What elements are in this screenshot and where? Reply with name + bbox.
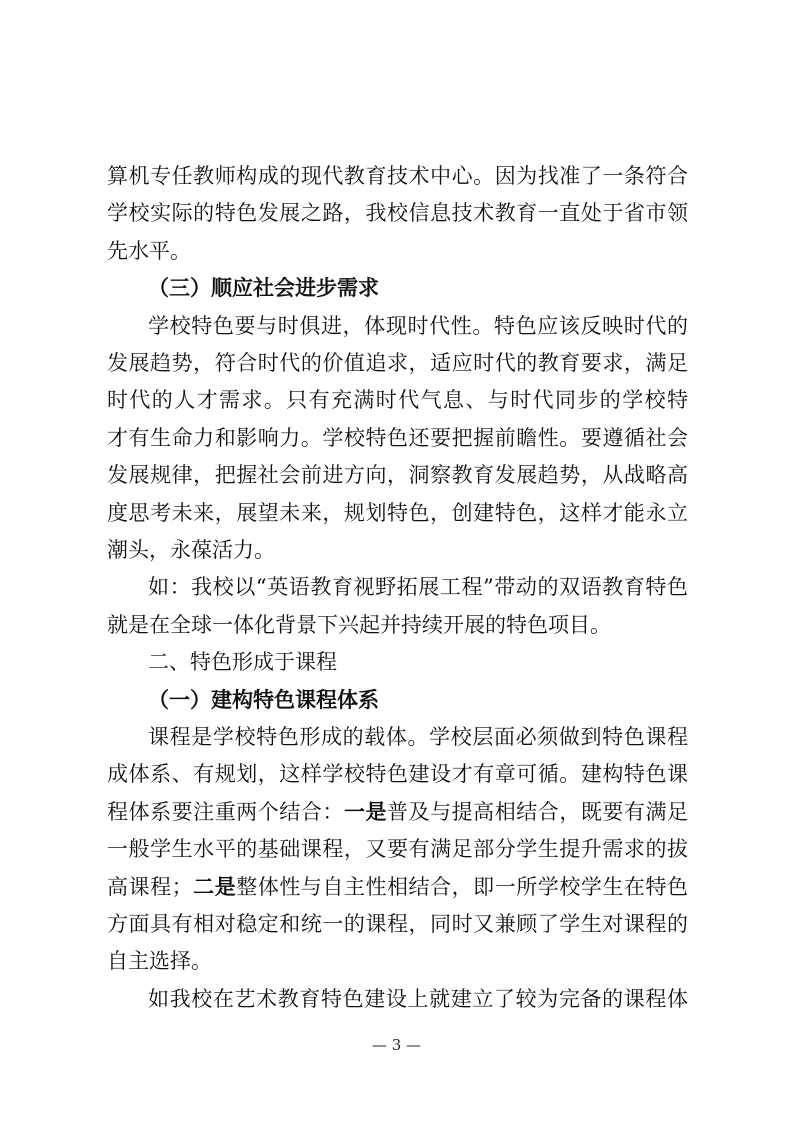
text-segment: 自主选择。 xyxy=(107,949,212,974)
text-line xyxy=(148,685,688,715)
text-line xyxy=(107,535,688,565)
text-line xyxy=(148,647,688,677)
text-segment: 发展规律，把握社会前进方向，洞察教育发展趋势，从战略高 xyxy=(107,463,688,488)
text-segment: 普及与提高相结合，既要有满足 xyxy=(387,799,688,824)
text-segment: 整体性与自主性相结合，即一所学校学生在特色 xyxy=(236,874,688,899)
text-segment: 度思考未来，展望未来，规划特色，创建特色，这样才能永立 xyxy=(107,500,688,525)
text-segment: 如我校在艺术教育特色建设上就建立了较为完备的课程体 xyxy=(148,986,688,1011)
text-line xyxy=(148,984,688,1014)
text-line xyxy=(107,759,688,789)
text-segment: 算机专任教师构成的现代教育技术中心。因为找准了一条符合 xyxy=(107,164,688,188)
text-segment: 一般学生水平的基础课程，又要有满足部分学生提升需求的拔 xyxy=(107,837,688,862)
text-segment: 二、特色形成于课程 xyxy=(148,650,337,675)
text-line xyxy=(107,385,688,415)
text-segment: 学校特色要与时俱进，体现时代性。特色应该反映时代的 xyxy=(148,313,688,338)
text-segment: 时代的人才需求。只有充满时代气息、与时代同步的学校特 xyxy=(107,388,688,413)
text-line xyxy=(107,946,688,976)
bold-text-segment: （一）建构特色课程体系 xyxy=(148,686,379,712)
bold-text-segment: 二是 xyxy=(192,873,237,899)
text-line xyxy=(107,498,688,528)
text-segment: 方面具有相对稳定和统一的课程，同时又兼顾了学生对课程的 xyxy=(107,912,688,936)
text-line xyxy=(107,161,688,191)
text-segment: 潮头，永葆活力。 xyxy=(107,538,275,562)
text-line xyxy=(107,460,688,490)
text-line xyxy=(148,722,688,752)
text-line xyxy=(107,236,688,266)
text-segment: 才有生命力和影响力。学校特色还要把握前瞻性。要遵循社会 xyxy=(107,425,688,450)
text-line xyxy=(107,797,688,827)
text-segment: 课程是学校特色形成的载体。学校层面必须做到特色课程 xyxy=(148,725,688,749)
text-segment: 就是在全球一体化背景下兴起并持续开展的特色项目。 xyxy=(107,612,611,637)
text-line xyxy=(107,872,688,902)
text-segment: 先水平。 xyxy=(107,238,191,263)
text-segment: 学校实际的特色发展之路，我校信息技术教育一直处于省市领 xyxy=(107,201,688,226)
page-number: — 3 — xyxy=(371,1036,422,1054)
text-segment: 高课程； xyxy=(107,874,193,899)
bold-text-segment: 一是 xyxy=(343,798,388,824)
text-line xyxy=(107,909,688,939)
text-line xyxy=(107,834,688,864)
text-line xyxy=(148,311,688,341)
text-segment: 成体系、有规划，这样学校特色建设才有章可循。建构特色课 xyxy=(107,762,688,787)
text-line xyxy=(148,572,688,602)
text-segment: 发展趋势，符合时代的价值追求，适应时代的教育要求，满足 xyxy=(107,351,688,375)
text-line xyxy=(107,610,688,640)
text-segment: 如：我校以“英语教育视野拓展工程”带动的双语教育特色 xyxy=(148,575,688,600)
text-line xyxy=(148,273,688,303)
text-segment: 程体系要注重两个结合： xyxy=(107,799,344,824)
text-line xyxy=(107,423,688,453)
text-line xyxy=(107,198,688,228)
text-line xyxy=(107,348,688,378)
bold-text-segment: （三）顺应社会进步需求 xyxy=(148,275,379,301)
